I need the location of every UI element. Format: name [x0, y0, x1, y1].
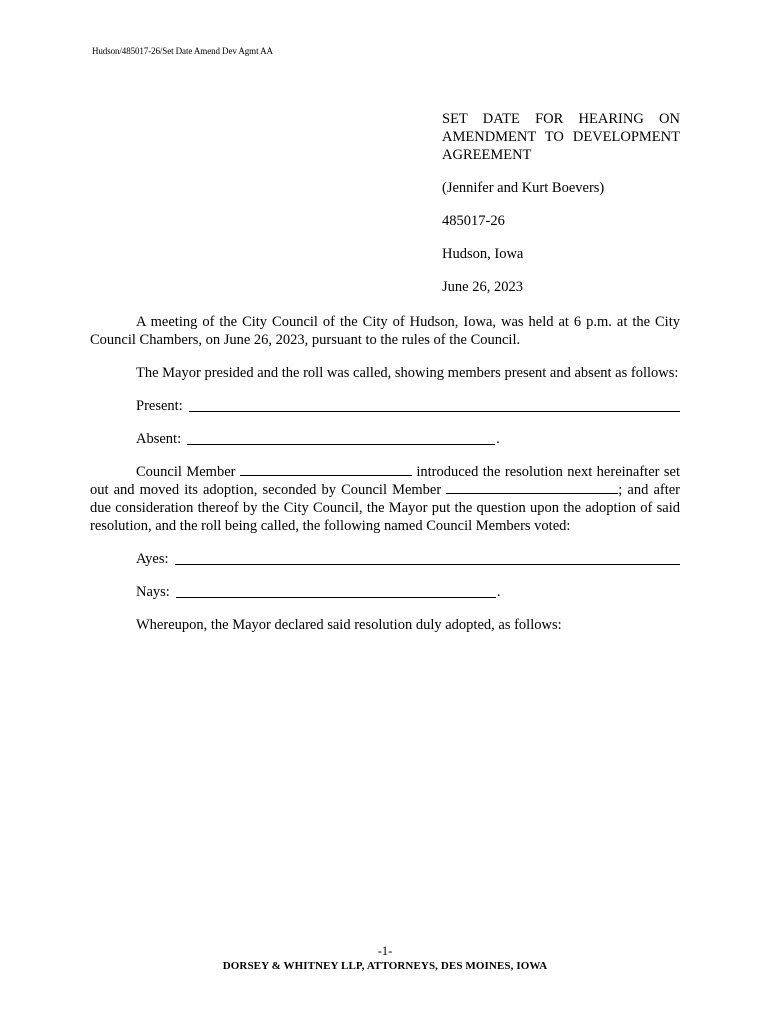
absent-label: Absent:	[136, 431, 182, 447]
absent-blank[interactable]	[187, 432, 495, 445]
adoption-paragraph: Whereupon, the Mayor declared said resolution duly adopted, as follows:	[136, 617, 562, 633]
ayes-row	[90, 550, 680, 568]
motion-text-3: ; and after due consideration thereof by the City Council, the Mayor put the question upon the adoption of said resolution, and the roll being called, the following named Council Members voted:	[90, 482, 680, 534]
page-number: -1-	[377, 944, 393, 958]
page-footer	[0, 944, 770, 972]
present-label: Present:	[136, 398, 183, 414]
absent-period: .	[496, 431, 500, 447]
date-line: June 26, 2023	[442, 279, 523, 295]
present-blank[interactable]	[189, 399, 680, 412]
document-title: SET DATE FOR HEARING ON AMENDMENT TO DEVELOPMENT AGREEMENT	[442, 111, 680, 163]
document-body	[90, 313, 680, 649]
motion-paragraph	[90, 463, 680, 535]
motion-text-2: introduced the resolution next hereinafter set out and moved its adoption, seconded by Council Member	[90, 464, 680, 498]
parties-line: (Jennifer and Kurt Boevers)	[442, 180, 605, 196]
nays-blank[interactable]	[176, 585, 496, 598]
present-row	[90, 397, 680, 415]
ayes-label: Ayes:	[136, 551, 169, 567]
mover-blank[interactable]	[240, 463, 412, 476]
law-firm-footer: DORSEY & WHITNEY LLP, ATTORNEYS, DES MOINES, IOWA	[222, 960, 548, 972]
matter-number: 485017-26	[442, 213, 505, 229]
meeting-paragraph: A meeting of the City Council of the City of Hudson, Iowa, was held at 6 p.m. at the City Council Chambers, on June 26, 2023, pursuant to the rules of the Council.	[90, 314, 680, 348]
absent-row	[90, 430, 680, 448]
location-line: Hudson, Iowa	[442, 246, 524, 262]
document-file-reference: Hudson/485017-26/Set Date Amend Dev Agmt AA	[92, 46, 273, 56]
roll-call-paragraph: The Mayor presided and the roll was called, showing members present and absent as follows:	[136, 365, 679, 381]
nays-label: Nays:	[136, 584, 170, 600]
motion-text-1: Council Member	[136, 464, 236, 480]
nays-row	[90, 583, 680, 601]
nays-period: .	[496, 584, 501, 600]
document-caption	[442, 110, 680, 311]
ayes-blank[interactable]	[175, 552, 681, 565]
seconder-blank[interactable]	[446, 481, 618, 494]
